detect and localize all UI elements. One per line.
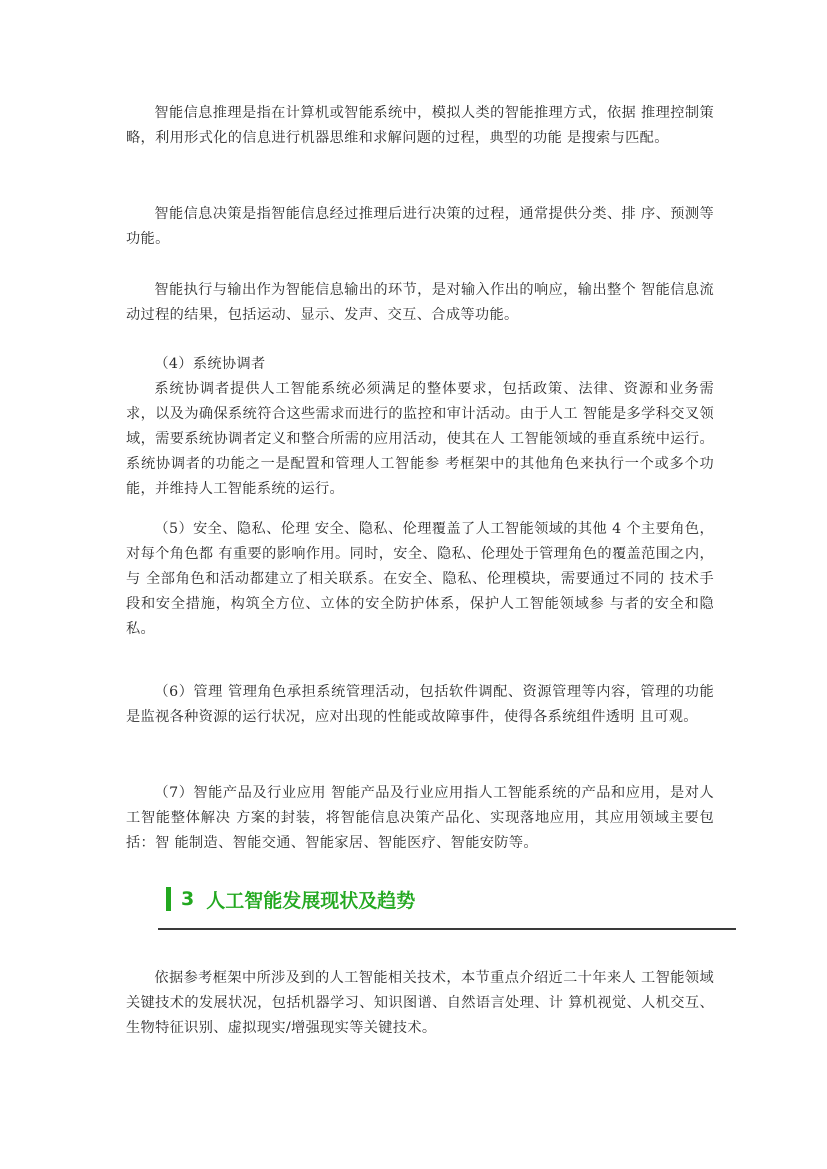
paragraph-decision: 智能信息决策是指智能信息经过推理后进行决策的过程，通常提供分类、排 序、预测等功能。 [126,206,714,247]
paragraph-reasoning: 智能信息推理是指在计算机或智能系统中，模拟人类的智能推理方式，依据 推理控制策略，利用形式化的信息进行机器思维和求解问题的过程，典型的功能 是搜索与匹配。 [126,105,714,146]
section-number: 3 [181,888,195,910]
paragraph-security-privacy-ethics: （5）安全、隐私、伦理 安全、隐私、伦理覆盖了人工智能领域的其他 4 个主要角色，对每个角色都 有重要的影响作用。同时，安全、隐私、伦理处于管理角色的覆盖范围之内，与 全部角色和活动都建立了相关联系。在安全、隐私、伦理模块，需要通过不同的 技术手段和安全措施，构筑全方位、立体的安全防护体系，保护人工智能领域参 与者的安全和隐私。 [126,521,714,637]
paragraph-output: 智能执行与输出作为智能信息输出的环节，是对输入作出的响应，输出整个 智能信息流动过程的结果，包括运动、显示、发声、交互、合成等功能。 [126,282,714,323]
section-divider [158,928,736,930]
paragraph-coordinator: 系统协调者提供人工智能系统必须满足的整体要求，包括政策、法律、资源和业务需求，以及为确保系统符合这些需求而进行的监控和审计活动。由于人工 智能是多学科交叉领域，需要系统协调者定义和整合所需的应用活动，使其在人 工智能领域的垂直系统中运行。系统协调者的功能之一是配置和管理人工智能参 考框架中的其他角色来执行一个或多个功能，并维持人工智能系统的运行。 [126,381,714,497]
section-title: 人工智能发展现状及趋势 [206,889,416,912]
paragraph-management: （6）管理 管理角色承担系统管理活动，包括软件调配、资源管理等内容，管理的功能 是监视各种资源的运行状况，应对出现的性能或故障事件，使得各系统组件透明 且可观。 [126,684,714,725]
paragraph-section-intro: 依据参考框架中所涉及到的人工智能相关技术，本节重点介绍近二十年来人 工智能领域关键技术的发展状况，包括机器学习、知识图谱、自然语言处理、计 算机视觉、人机交互、生物特征识别、虚拟现实/增强现实等关键技术。 [126,970,714,1036]
heading-bar-marker [166,887,171,911]
section-system-coordinator [126,352,714,502]
subsection-title-coordinator: （4）系统协调者 [154,356,266,372]
paragraph-products-applications: （7）智能产品及行业应用 智能产品及行业应用指人工智能系统的产品和应用，是对人工智能整体解决 方案的封装，将智能信息决策产品化、实现落地应用，其应用领域主要包括：智 能制造、智能交通、智能家居、智能医疗、智能安防等。 [126,785,714,851]
section-heading [166,884,415,914]
